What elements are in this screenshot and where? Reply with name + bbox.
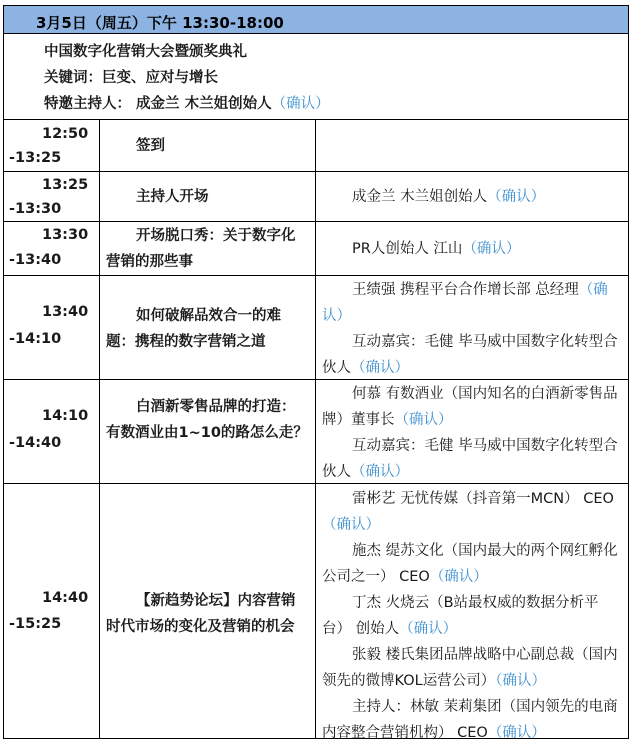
table-row bbox=[4, 380, 628, 484]
time-cell bbox=[4, 380, 100, 483]
time-start: 13:25 bbox=[42, 177, 89, 193]
topic-cell bbox=[100, 484, 316, 738]
event-host bbox=[44, 92, 330, 113]
time-end: -13:30 bbox=[9, 201, 62, 217]
topic-title: 开场脱口秀：关于数字化营销的那些事 bbox=[106, 228, 296, 270]
topic-title: 如何破解品效合一的难题：携程的数字营销之道 bbox=[106, 308, 281, 350]
speaker-line bbox=[322, 642, 622, 694]
time-start: 13:40 bbox=[42, 304, 89, 320]
speaker-text: 施杰 缇苏文化（国内最大的两个网红孵化公司之一） CEO bbox=[322, 543, 618, 585]
time-start: 14:10 bbox=[42, 408, 89, 424]
time-cell bbox=[4, 222, 100, 275]
topic-title: 主持人开场 bbox=[136, 189, 209, 205]
confirm-tag: （确认） bbox=[495, 673, 546, 689]
time-end: -14:10 bbox=[9, 331, 62, 347]
confirm-tag: （确认） bbox=[394, 412, 453, 428]
session-intro bbox=[4, 34, 628, 120]
table-row bbox=[4, 120, 628, 172]
topic-title: 签到 bbox=[136, 138, 165, 154]
topic-cell bbox=[100, 172, 316, 221]
speaker-cell bbox=[316, 172, 628, 221]
topic-title: 白酒新零售品牌的打造：有数酒业由1~10的路怎么走？ bbox=[106, 399, 308, 441]
topic-cell bbox=[100, 276, 316, 379]
topic-cell bbox=[100, 380, 316, 483]
topic-cell bbox=[100, 222, 316, 275]
speaker-text: 王绩强 携程平台合作增长部 总经理 bbox=[352, 282, 579, 298]
speaker-text: 雷彬艺 无忧传媒（抖音第一MCN） CEO bbox=[352, 491, 614, 507]
speaker-cell bbox=[316, 222, 628, 275]
time-cell bbox=[4, 484, 100, 738]
speaker-text: 主持人：林敏 茉莉集团（国内领先的电商内容整合营销机构） CEO bbox=[322, 699, 618, 741]
time-start: 13:30 bbox=[42, 227, 89, 243]
topic-cell bbox=[100, 120, 316, 171]
speaker-line bbox=[322, 277, 622, 329]
confirm-tag: （确认） bbox=[322, 517, 380, 533]
session-header bbox=[4, 6, 628, 34]
confirm-tag: （确认） bbox=[351, 464, 409, 480]
confirm-tag: （确认） bbox=[399, 621, 458, 637]
confirm-tag: （确认） bbox=[487, 725, 546, 741]
time-end: -15:25 bbox=[9, 616, 62, 632]
session-date-time: 3月5日（周五）下午 13:30-18:00 bbox=[36, 14, 284, 32]
confirm-tag: （确认） bbox=[429, 569, 488, 585]
speaker-line bbox=[322, 538, 622, 590]
table-row bbox=[4, 276, 628, 380]
speaker-text: 互动嘉宾：毛健 毕马威中国数字化转型合伙人 bbox=[322, 438, 618, 480]
speaker-text: 张毅 楼氏集团品牌战略中心副总裁（国内领先的微博KOL运营公司） bbox=[322, 647, 618, 689]
confirm-tag: （确认） bbox=[322, 282, 608, 324]
table-row bbox=[4, 484, 628, 741]
time-start: 14:40 bbox=[42, 590, 89, 606]
speaker-line bbox=[322, 694, 622, 746]
speaker-cell bbox=[316, 484, 628, 741]
time-cell bbox=[4, 172, 100, 221]
speaker-cell bbox=[316, 120, 628, 171]
speaker-text: 成金兰 木兰姐创始人 bbox=[352, 189, 488, 205]
speaker-line bbox=[322, 329, 622, 381]
speaker-text: PR人创始人 江山 bbox=[352, 241, 463, 257]
confirm-tag: （确认） bbox=[351, 360, 409, 376]
schedule-table bbox=[3, 5, 629, 739]
confirm-tag: （确认） bbox=[271, 96, 330, 112]
speaker-text: 何慕 有数酒业（国内知名的白酒新零售品牌）董事长 bbox=[322, 386, 618, 428]
time-end: -13:25 bbox=[9, 150, 62, 166]
confirm-tag: （确认） bbox=[462, 241, 521, 257]
speaker-line bbox=[322, 590, 622, 642]
time-cell bbox=[4, 276, 100, 379]
speaker-line bbox=[322, 381, 622, 433]
event-keywords: 关键词：巨变、应对与增长 bbox=[44, 70, 218, 86]
confirm-tag: （确认） bbox=[487, 189, 546, 205]
table-row bbox=[4, 222, 628, 276]
time-end: -14:40 bbox=[9, 435, 62, 451]
table-row bbox=[4, 172, 628, 222]
speaker-text: 丁杰 火烧云（B站最权威的数据分析平台） 创始人 bbox=[322, 595, 599, 637]
speaker-line bbox=[322, 486, 622, 538]
topic-title: 【新趋势论坛】内容营销时代市场的变化及营销的机会 bbox=[106, 593, 296, 635]
speaker-line bbox=[322, 236, 622, 262]
time-start: 12:50 bbox=[42, 126, 89, 142]
host-text: 特邀主持人： 成金兰 木兰姐创始人 bbox=[44, 96, 272, 112]
speaker-cell bbox=[316, 380, 628, 483]
event-title: 中国数字化营销大会暨颁奖典礼 bbox=[44, 44, 247, 60]
time-end: -13:40 bbox=[9, 252, 62, 268]
speaker-cell bbox=[316, 276, 628, 379]
time-cell bbox=[4, 120, 100, 171]
speaker-text: 互动嘉宾：毛健 毕马威中国数字化转型合伙人 bbox=[322, 334, 618, 376]
speaker-line bbox=[322, 433, 622, 485]
speaker-line bbox=[322, 184, 622, 210]
